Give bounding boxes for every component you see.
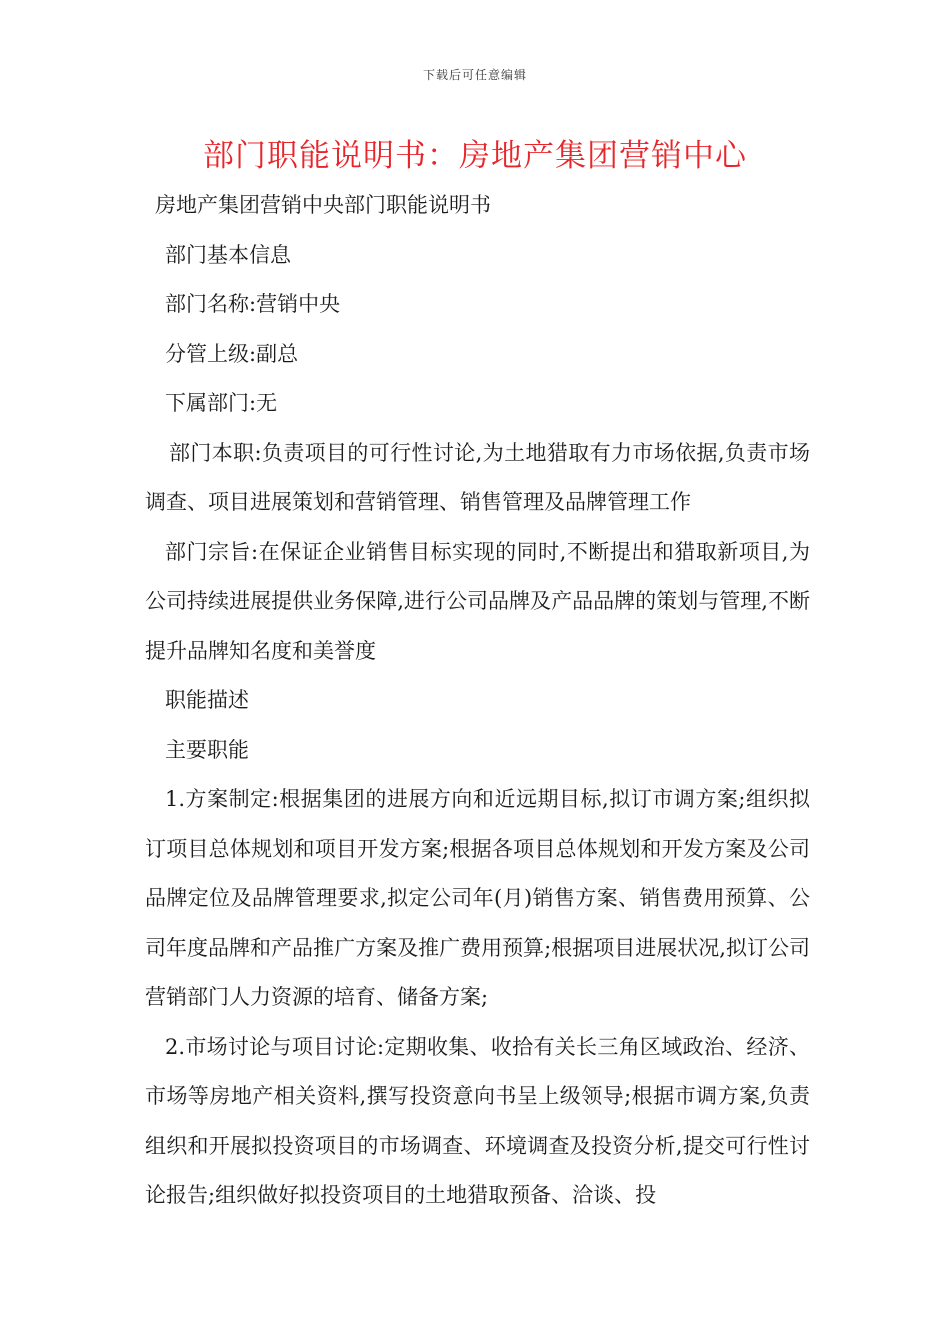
supervisor-line: 分管上级:副总	[165, 341, 299, 366]
dept-name-line: 部门名称:营销中央	[165, 292, 341, 316]
document-title: 部门职能说明书：房地产集团营销中心	[203, 138, 747, 174]
function-item-1: 1.方案制定:根据集团的进展方向和近远期目标,拟订市调方案;组织拟订项目总体规划和项目开发方案;根据各项目总体规划和开发方案及公司品牌定位及品牌管理要求,拟定公司年(月)销售方案、销售费用预算、公司年度品牌和产品推广方案及推广费用预算;根据项目进展状况,拟订公司营销部门人力资源的培育、储备方案;	[145, 787, 810, 1009]
mission-paragraph: 部门宗旨:在保证企业销售目标实现的同时,不断提出和猎取新项目,为公司持续进展提供业务保障,进行公司品牌及产品品牌的策划与管理,不断提升品牌知名度和美誉度	[145, 539, 810, 663]
responsibility-paragraph: 部门本职:负责项目的可行性讨论,为土地猎取有力市场依据,负责市场调查、项目进展策划和营销管理、销售管理及品牌管理工作	[145, 440, 810, 514]
subordinates-line: 下属部门:无	[165, 391, 278, 415]
document-subtitle: 房地产集团营销中央部门职能说明书	[155, 193, 491, 217]
function-item-2: 2.市场讨论与项目讨论:定期收集、收拾有关长三角区域政治、经济、市场等房地产相关资料,撰写投资意向书呈上级领导;根据市调方案,负责组织和开展拟投资项目的市场调查、环境调查及投资分析,提交可行性讨论报告;组织做好拟投资项目的土地猎取预备、洽谈、投	[145, 1034, 810, 1207]
page-header-note: 下载后可任意编辑	[422, 68, 527, 82]
function-heading: 职能描述	[165, 688, 249, 712]
document-body	[145, 181, 810, 1221]
basic-info-heading: 部门基本信息	[165, 242, 291, 267]
main-function-heading: 主要职能	[165, 737, 249, 762]
